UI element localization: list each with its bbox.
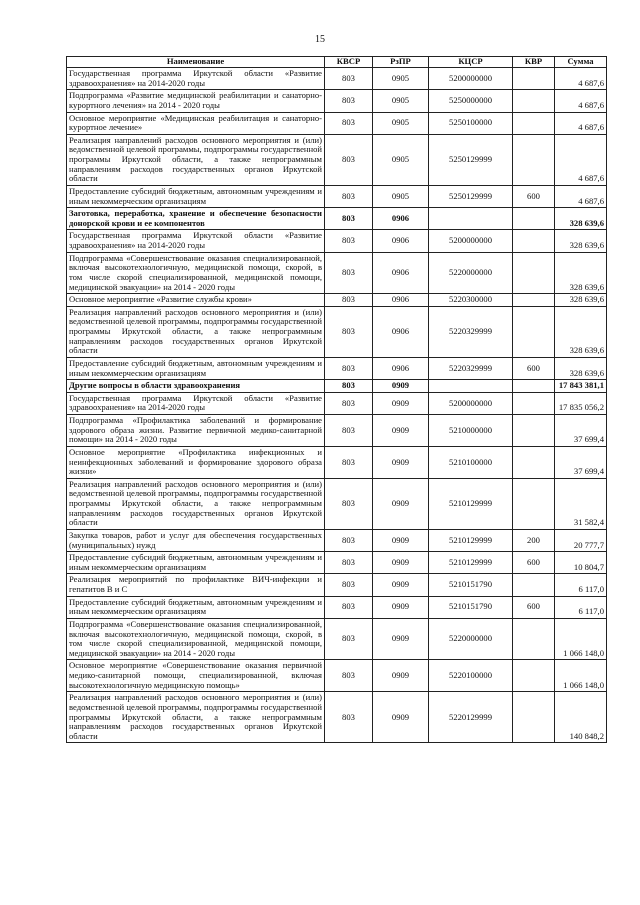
cell-kvsr: 803 xyxy=(325,185,373,207)
cell-kvr xyxy=(513,294,555,307)
cell-kvsr: 803 xyxy=(325,446,373,478)
cell-kvsr: 803 xyxy=(325,618,373,660)
cell-name: Государственная программа Иркутской области «Развитие здравоохранения» на 2014-2020 годы xyxy=(67,68,325,90)
cell-name: Основное мероприятие «Медицинская реабилитация и санаторно-курортное лечение» xyxy=(67,112,325,134)
cell-kvr xyxy=(513,252,555,294)
cell-rzpr: 0906 xyxy=(373,208,429,230)
cell-kvsr: 803 xyxy=(325,478,373,529)
cell-sum: 328 639,6 xyxy=(555,306,607,357)
cell-kcsr: 5220300000 xyxy=(429,294,513,307)
cell-rzpr: 0906 xyxy=(373,252,429,294)
cell-name: Реализация направлений расходов основного мероприятия и (или) ведомственной целевой программы, подпрограммы государственной программы Иркутской области, а также непрограммным направлениям расходов государственных органов Иркутской области xyxy=(67,478,325,529)
cell-kvr xyxy=(513,230,555,252)
cell-kvr xyxy=(513,306,555,357)
cell-kvsr: 803 xyxy=(325,230,373,252)
header-kvsr: КВСР xyxy=(325,57,373,68)
cell-kvsr: 803 xyxy=(325,306,373,357)
cell-kvsr: 803 xyxy=(325,596,373,618)
cell-kcsr xyxy=(429,208,513,230)
table-row xyxy=(67,68,607,90)
cell-kvsr: 803 xyxy=(325,392,373,414)
cell-kcsr: 5250000000 xyxy=(429,90,513,112)
cell-name: Основное мероприятие «Совершенствование оказания первичной медико-санитарной помощи, специализированной, включая высокотехнологичную медицинскую помощь» xyxy=(67,660,325,692)
cell-name: Другие вопросы в области здравоохранения xyxy=(67,380,325,393)
table-row xyxy=(67,660,607,692)
cell-kcsr: 5210129999 xyxy=(429,552,513,574)
cell-name: Предоставление субсидий бюджетным, автономным учреждениям и иным некоммерческим организациям xyxy=(67,357,325,379)
cell-sum: 140 848,2 xyxy=(555,692,607,743)
cell-rzpr: 0906 xyxy=(373,294,429,307)
cell-kcsr: 5220129999 xyxy=(429,692,513,743)
cell-kvr: 200 xyxy=(513,529,555,551)
table-row xyxy=(67,552,607,574)
cell-sum: 10 804,7 xyxy=(555,552,607,574)
cell-kcsr: 5200000000 xyxy=(429,392,513,414)
cell-name: Основное мероприятие «Развитие службы крови» xyxy=(67,294,325,307)
cell-name: Основное мероприятие «Профилактика инфекционных и неинфекционных заболеваний и формирование здорового образа жизни» xyxy=(67,446,325,478)
table-row xyxy=(67,230,607,252)
cell-rzpr: 0909 xyxy=(373,660,429,692)
cell-name: Предоставление субсидий бюджетным, автономным учреждениям и иным некоммерческим организациям xyxy=(67,185,325,207)
cell-kvr xyxy=(513,415,555,447)
cell-name: Подпрограмма «Развитие медицинской реабилитации и санаторно-курортного лечения» на 2014 - 2020 годы xyxy=(67,90,325,112)
table-row xyxy=(67,618,607,660)
cell-rzpr: 0909 xyxy=(373,415,429,447)
cell-kcsr: 5210000000 xyxy=(429,415,513,447)
table-row xyxy=(67,692,607,743)
cell-sum: 328 639,6 xyxy=(555,294,607,307)
cell-kvsr: 803 xyxy=(325,68,373,90)
table-row xyxy=(67,306,607,357)
table-row xyxy=(67,208,607,230)
cell-kvr xyxy=(513,692,555,743)
cell-kvsr: 803 xyxy=(325,208,373,230)
cell-sum: 17 843 381,1 xyxy=(555,380,607,393)
table-row xyxy=(67,446,607,478)
cell-sum: 6 117,0 xyxy=(555,574,607,596)
cell-kvr xyxy=(513,574,555,596)
cell-kvr xyxy=(513,660,555,692)
cell-rzpr: 0909 xyxy=(373,618,429,660)
cell-sum: 4 687,6 xyxy=(555,68,607,90)
cell-rzpr: 0905 xyxy=(373,68,429,90)
cell-name: Подпрограмма «Профилактика заболеваний и формирование здорового образа жизни. Развитие первичной медико-санитарной помощи» на 2014 - 2020 годы xyxy=(67,415,325,447)
cell-kcsr: 5220000000 xyxy=(429,618,513,660)
cell-kvr: 600 xyxy=(513,357,555,379)
cell-name: Реализация направлений расходов основного мероприятия и (или) ведомственной целевой программы, подпрограммы государственной программы Иркутской области, а также непрограммным направлениям расходов государственных органов Иркутской области xyxy=(67,692,325,743)
cell-kvr xyxy=(513,392,555,414)
table-row xyxy=(67,415,607,447)
cell-kvsr: 803 xyxy=(325,294,373,307)
cell-kcsr: 5220329999 xyxy=(429,357,513,379)
cell-name: Реализация направлений расходов основного мероприятия и (или) ведомственной целевой программы, подпрограммы государственной программы Иркутской области, а также непрограммным направлениям расходов государственных органов Иркутской области xyxy=(67,306,325,357)
cell-kvsr: 803 xyxy=(325,90,373,112)
cell-rzpr: 0909 xyxy=(373,574,429,596)
table-row xyxy=(67,596,607,618)
cell-sum: 328 639,6 xyxy=(555,230,607,252)
cell-kcsr: 5220100000 xyxy=(429,660,513,692)
cell-rzpr: 0905 xyxy=(373,112,429,134)
cell-kvsr: 803 xyxy=(325,112,373,134)
cell-name: Государственная программа Иркутской области «Развитие здравоохранения» на 2014-2020 годы xyxy=(67,392,325,414)
cell-rzpr: 0909 xyxy=(373,478,429,529)
cell-kcsr xyxy=(429,380,513,393)
cell-kvsr: 803 xyxy=(325,380,373,393)
cell-rzpr: 0906 xyxy=(373,306,429,357)
cell-kcsr: 5210151790 xyxy=(429,596,513,618)
cell-sum: 328 639,6 xyxy=(555,357,607,379)
cell-sum: 4 687,6 xyxy=(555,134,607,185)
cell-kvr xyxy=(513,380,555,393)
cell-kvsr: 803 xyxy=(325,357,373,379)
cell-kvr xyxy=(513,208,555,230)
cell-kvsr: 803 xyxy=(325,692,373,743)
cell-kvr xyxy=(513,478,555,529)
cell-name: Государственная программа Иркутской области «Развитие здравоохранения» на 2014-2020 годы xyxy=(67,230,325,252)
table-header-row xyxy=(67,57,607,68)
cell-rzpr: 0909 xyxy=(373,596,429,618)
cell-kcsr: 5250129999 xyxy=(429,185,513,207)
cell-rzpr: 0909 xyxy=(373,380,429,393)
table-row xyxy=(67,357,607,379)
page-number: 15 xyxy=(315,34,325,45)
cell-sum: 37 699,4 xyxy=(555,415,607,447)
cell-kcsr: 5250129999 xyxy=(429,134,513,185)
cell-sum: 20 777,7 xyxy=(555,529,607,551)
cell-rzpr: 0909 xyxy=(373,692,429,743)
table-row xyxy=(67,478,607,529)
cell-rzpr: 0905 xyxy=(373,134,429,185)
cell-rzpr: 0909 xyxy=(373,529,429,551)
cell-sum: 328 639,6 xyxy=(555,252,607,294)
table-row xyxy=(67,529,607,551)
cell-sum: 4 687,6 xyxy=(555,185,607,207)
cell-name: Подпрограмма «Совершенствование оказания специализированной, включая высокотехнологичную, медицинской помощи, скорой, в том числе скорой специализированной, медицинской помощи, медицинской эвакуации» на 2014 - 2020 годы xyxy=(67,618,325,660)
cell-kvsr: 803 xyxy=(325,552,373,574)
cell-rzpr: 0906 xyxy=(373,230,429,252)
cell-kvsr: 803 xyxy=(325,529,373,551)
cell-sum: 31 582,4 xyxy=(555,478,607,529)
cell-kcsr: 5200000000 xyxy=(429,68,513,90)
cell-kcsr: 5210151790 xyxy=(429,574,513,596)
table-row xyxy=(67,574,607,596)
cell-rzpr: 0906 xyxy=(373,357,429,379)
table-row xyxy=(67,392,607,414)
cell-kvr xyxy=(513,446,555,478)
cell-sum: 17 835 056,2 xyxy=(555,392,607,414)
cell-kvr: 600 xyxy=(513,596,555,618)
cell-rzpr: 0909 xyxy=(373,392,429,414)
table-row xyxy=(67,134,607,185)
cell-sum: 4 687,6 xyxy=(555,112,607,134)
cell-sum: 37 699,4 xyxy=(555,446,607,478)
cell-rzpr: 0905 xyxy=(373,185,429,207)
cell-kcsr: 5210129999 xyxy=(429,529,513,551)
cell-sum: 328 639,6 xyxy=(555,208,607,230)
table-row xyxy=(67,112,607,134)
cell-name: Подпрограмма «Совершенствование оказания специализированной, включая высокотехнологичную, медицинской помощи, скорой, в том числе скорой специализированной, медицинской помощи, медицинской эвакуации» на 2014 - 2020 годы xyxy=(67,252,325,294)
header-kvr: КВР xyxy=(513,57,555,68)
cell-kcsr: 5220329999 xyxy=(429,306,513,357)
table-row xyxy=(67,90,607,112)
cell-kvr xyxy=(513,90,555,112)
cell-name: Реализация направлений расходов основного мероприятия и (или) ведомственной целевой программы, подпрограммы государственной программы Иркутской области, а также непрограммным направлениям расходов государственных органов Иркутской области xyxy=(67,134,325,185)
cell-kvsr: 803 xyxy=(325,415,373,447)
cell-kvr: 600 xyxy=(513,185,555,207)
cell-kvr xyxy=(513,112,555,134)
cell-sum: 1 066 148,0 xyxy=(555,660,607,692)
cell-kcsr: 5200000000 xyxy=(429,230,513,252)
cell-rzpr: 0909 xyxy=(373,552,429,574)
budget-table xyxy=(66,56,607,743)
cell-rzpr: 0909 xyxy=(373,446,429,478)
cell-name: Реализация мероприятий по профилактике ВИЧ-инфекции и гепатитов В и С xyxy=(67,574,325,596)
cell-kcsr: 5210129999 xyxy=(429,478,513,529)
cell-kvr xyxy=(513,68,555,90)
cell-name: Предоставление субсидий бюджетным, автономным учреждениям и иным некоммерческим организациям xyxy=(67,552,325,574)
cell-sum: 6 117,0 xyxy=(555,596,607,618)
cell-kvr: 600 xyxy=(513,552,555,574)
cell-kvsr: 803 xyxy=(325,660,373,692)
cell-kvr xyxy=(513,134,555,185)
header-rzpr: РзПР xyxy=(373,57,429,68)
cell-kvsr: 803 xyxy=(325,134,373,185)
cell-name: Заготовка, переработка, хранение и обеспечение безопасности донорской крови и ее компонентов xyxy=(67,208,325,230)
table-row xyxy=(67,294,607,307)
header-name: Наименование xyxy=(67,57,325,68)
cell-rzpr: 0905 xyxy=(373,90,429,112)
cell-sum: 1 066 148,0 xyxy=(555,618,607,660)
cell-name: Закупка товаров, работ и услуг для обеспечения государственных (муниципальных) нужд xyxy=(67,529,325,551)
cell-kvr xyxy=(513,618,555,660)
table-row xyxy=(67,185,607,207)
cell-kvsr: 803 xyxy=(325,252,373,294)
cell-name: Предоставление субсидий бюджетным, автономным учреждениям и иным некоммерческим организациям xyxy=(67,596,325,618)
table-row xyxy=(67,380,607,393)
header-kcsr: КЦСР xyxy=(429,57,513,68)
cell-kcsr: 5250100000 xyxy=(429,112,513,134)
cell-kcsr: 5210100000 xyxy=(429,446,513,478)
table-row xyxy=(67,252,607,294)
cell-kvsr: 803 xyxy=(325,574,373,596)
cell-kcsr: 5220000000 xyxy=(429,252,513,294)
cell-sum: 4 687,6 xyxy=(555,90,607,112)
header-sum: Сумма xyxy=(555,57,607,68)
